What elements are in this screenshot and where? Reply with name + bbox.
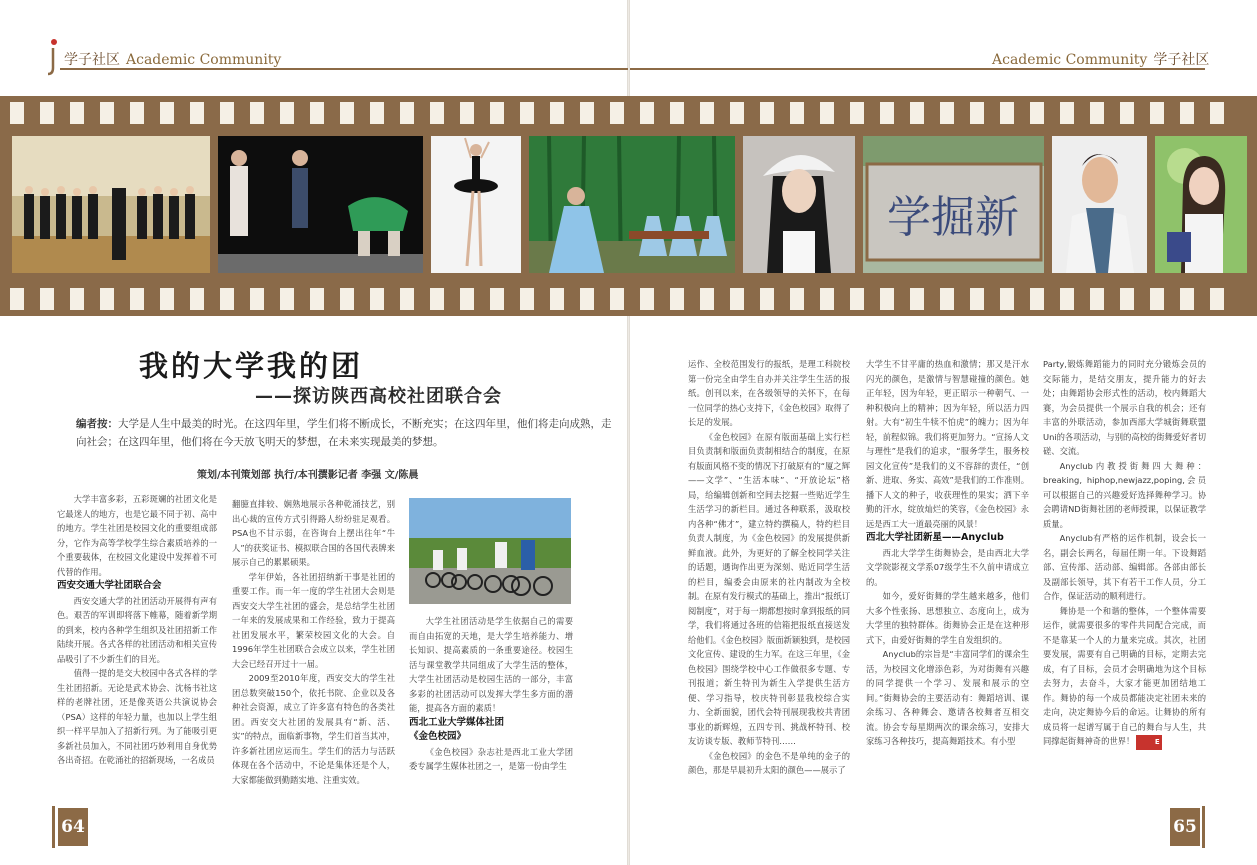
- choir-photo: [12, 136, 210, 273]
- filmstrip-banner: [0, 96, 1257, 316]
- column-5: [866, 357, 1029, 749]
- header-rule-left: [60, 68, 628, 70]
- perforation-row-bottom: [0, 288, 1257, 310]
- header-right-en: Academic Community: [992, 52, 1148, 68]
- page-number-right: 65: [1170, 808, 1200, 846]
- paragraph: 学年伊始，各社团招纳新干事是社团的重要工作。而一年一度的学生社团大会则是西安交大学生社团的盛会，是总结学生社团一年来的发展成果和工作经验，致力于提高社团发展水平，繁荣校园文化的大会。自1996年学生社团联合会成立以来，学生社团大会已经召开过十一届。: [232, 571, 395, 669]
- paragraph: 2009至2010年度，西安交大的学生社团总数突破150个，依托书院、企业以及各种社会资源，成立了许多富有特色的各类社团。西安交大社团的发展具有“新、活、实”的特点，面临新事物，学生们首当其冲，许多新社团应运而生。学生们的活力与活跃体现在各个活动中，不论是集体还是个人，大家都能做到勤踏实地、注重实效。: [232, 673, 395, 785]
- paragraph: 翻臆直排较、娴熟地展示各种乾涌技艺，别出心裁的宣传方式引得路人纷纷驻足观看。PSA也不甘示弱，在咨询台上摆出往年“牛人”的获奖证书、模拟联合国的各国代表牌来展示自己的累累硕果。: [232, 499, 395, 567]
- paragraph: 舞协是一个和谐的整体，一个整体需要运作，就需要很多的零件共同配合完成，而不是靠某一个人的力量来完成。其次，社团要发展，需要有自己明确的目标，定期去完成，有了目标，会员才会明确地为这个目标去努力，去奋斗，大家才能更加团结地工作。舞协的每一个成员都能决定社团未来的走向，决定舞协今后的命运。让舞协的所有成员将一起谱写属于自己的舞台与人生，共同撑起街舞神奇的世界！ E: [1043, 604, 1206, 750]
- column-6: [1043, 357, 1206, 750]
- paragraph: 《金色校园》在原有版面基础上实行栏目负责制和版面负责制相结合的制度，在原有版面风格不变的情况下打破原有的“厦之辉——文学”、“生活本味”、“开放论坛”格局，给编辑创新和空间去挖掘一些贴近学生生活学习的新栏目。通过各种联系，汲取校内各种“佛才”，建立特约撰稿人，特约栏目负责人制度，为《金色校园》的发展提供新鲜血液。此外，为更好的了解全校同学关注的话题，遇询作出更为深刻、贴近同学生活的栏目，编委会由原来的社内制改为全校制。在原有发行模式的基础上，推出“报纸订阅制度”，对于每一期都想按时拿到报纸的同学，我们将通过各班的信箱把报纸直接送发给他们。《金色校园》版面新颖独到，是校园文化宣传、建设的生力军。在这三年里，《金色校园》围绕学校中心工作做很多专题、专刊报道；新生特刊为新生入学提供生活方便、学习指导，校庆特刊彰显我校综合实力、全新面貌，团代会特刊展现我校共青团事业的新辉煌，五四专刊、挑战杯特刊、校友访谈专版、教师节特刊……: [688, 431, 850, 746]
- flute-performance-photo: [529, 136, 735, 273]
- paragraph: Party,锻炼舞蹈能力的同时充分锻炼会员的交际能力，是结交朋友，提升能力的好去处；由舞蹈协会形式性的活动，校内舞蹈大赛，为会员提供一个展示自我的机会；还有丰富的外联活动，参加西部大学城街舞联盟Uni的各项活动，与别的高校的街舞爱好者切磋、交流。: [1043, 359, 1206, 456]
- header-left: [64, 49, 281, 69]
- paragraph: 如今，爱好街舞的学生越来越多，他们大多个性张扬、思想独立、态度向上，成为大学里的独特群体。街舞协会正是在这种形式下，由爱好街舞的学生自发组织的。: [866, 591, 1029, 645]
- paragraph: Anyclub有严格的运作机制，设会长一名，副会长两名，每届任期一年。下设舞蹈部、宣传部、活动部、编辑部。各部由部长及副部长领导，其下有若干工作人员，分工合作，保证活动的顺利进行。: [1043, 533, 1206, 601]
- header-right: [992, 49, 1209, 69]
- column-2: [232, 497, 395, 787]
- section-heading: 《金色校园》: [409, 731, 467, 742]
- end-mark-icon: E: [1136, 735, 1161, 750]
- paragraph: 大学丰富多彩，五彩斑斓的社团文化是它最迷人的地方，也是它最不同于初、高中的地方。学生社团是校园文化的重要组成部分，它作为高等学校学生综合素质培养的一个重要载体，在校园文化建设中发挥着不可代替的作用。: [57, 494, 217, 577]
- section-heading: 西北工业大学媒体社团: [409, 716, 505, 728]
- paragraph: Anyclub内教授街舞四大舞种：breaking, hiphop,newjazz,poping,会员可以根据自己的兴趣爱好选择舞种学习。协会聘请ND街舞社团的老师授课，以保证教学质量。: [1043, 460, 1206, 529]
- editor-note-label: 编者按：: [76, 418, 118, 430]
- page-number-left: 64: [58, 808, 88, 846]
- paragraph: 西北大学学生街舞协会，是由西北大学文学院影视文学系07级学生不久前申请成立的。: [866, 547, 1029, 587]
- column-1: [57, 492, 217, 768]
- column-3: [409, 614, 573, 774]
- header-rule-right: [630, 68, 1205, 70]
- paragraph: 《金色校园》杂志社是西北工业大学团委专属学生媒体社团之一，是第一份由学生: [409, 746, 573, 771]
- portrait-scarf-photo: [1052, 136, 1147, 273]
- section-logo-icon: [47, 38, 59, 78]
- ballet-photo: [431, 136, 521, 273]
- header-right-cn: 学子社区: [1153, 52, 1210, 68]
- section-heading: 西安交通大学社团联合会: [57, 580, 162, 591]
- paragraph: 大学生社团活动是学生依据自己的需要而自由拓宽的天地，是大学生培养能力、增长知识、提高素质的一条重要途径。校园生活与课堂教学共同组成了大学生活的整体，大学生社团活动是校园生活的一部分，丰富多彩的社团活动可以发挥大学生多方面的潜能，提高各方面的素质！: [409, 616, 573, 713]
- editor-note-text: 大学是人生中最美的时光。在这四年里，学生们将不断成长，不断充实；在这四年里，他们将走向成熟，走向社会；在这四年里，他们将在今天放飞明天的梦想，在未来实现最美的梦想。: [76, 418, 612, 448]
- header-left-en: Academic Community: [126, 52, 282, 68]
- editor-note: [76, 415, 616, 451]
- perforation-row-top: [0, 102, 1257, 124]
- paragraph: 《金色校园》的金色不是单纯的金子的颜色，那是早晨初升太阳的颜色——展示了: [688, 750, 850, 775]
- article-byline: 策划/本刊策划部 执行/本刊撰影记者 李强 文/陈晨: [197, 470, 419, 481]
- paragraph: Anyclub的宗旨是“丰富同学们的课余生活，为校园文化增添色彩，为对街舞有兴趣的同学提供一个学习、发展和展示的空间。”街舞协会的主要活动有：舞蹈培训、课余练习、各种舞会、邀请各校舞者互相交流。协会专每星期两次的课余练习，安排大家练习各种技巧，提高舞蹈技术。有小型: [866, 649, 1029, 746]
- article-subtitle: ——探访陕西高校社团联合会: [255, 386, 502, 407]
- column-4: [688, 357, 850, 778]
- page-number-bracket-right: [1202, 806, 1205, 848]
- paragraph: 大学生不甘平庸的热血和激情；那又是汗水闪光的颜色，是激情与智慧碰撞的颜色。她正年轻，因为年轻，更正昭示一种朝气、一种积极向上的精神；因为年轻，所以活力四射。大有“初生牛犊不怕虎”的魄力；因为年轻，前程似锦。我们将更加努力。“宣扬人文与理性”是我们的追求，“服务学生，服务校园文化宣传”是我们的义不容辞的责任，“创新、进取、务实、高效”是我们的工作准则。播下人文的种子，收获理性的果实；洒下辛勤的汗水，绽放灿烂的笑容，《金色校园》永远是西工大一道最亮丽的风景！: [866, 359, 1029, 529]
- dance-performance-photo: [218, 136, 423, 273]
- portrait-book-photo: [1155, 136, 1247, 273]
- calligraphy-sign-photo: [863, 136, 1044, 273]
- portrait-hat-photo: [743, 136, 855, 273]
- section-heading: 西北大学社团新星——Anyclub: [866, 532, 1004, 543]
- page-number-bracket-left: [52, 806, 55, 848]
- header-left-cn: 学子社区: [64, 52, 120, 68]
- paragraph: 西安交通大学的社团活动开展得有声有色。艰苦的军训即将落下帷幕，随着新学期的到来，校内各种学生组织及社团招新工作陆续开展。各式各样的社团活动和相关宣传品吸引了不少新生们的目光。: [57, 595, 217, 664]
- svg-text:学掘新: 学掘新: [887, 192, 1019, 243]
- paragraph: 运作、全校范围发行的报纸，是理工科院校第一份完全由学生自办并关注学生生活的报纸。创刊以来，在各级领导的关怀下，在每一位同学的热心支持下，《金色校园》取得了长足的发展。: [688, 359, 850, 427]
- paragraph: 值得一提的是交大校园中各式各样的学生社团招新。无论是武术协会、沈杨书社这样的老牌社团，还是像英语公共演说协会（PSA）这样的年轻力量，也加以上学生组织一样平早加入了招新行列。为了能吸引更多新社员加入，不同社团巧妙利用自身优势各出奇招。在乾涌社的招新现场，一名成员: [57, 668, 217, 765]
- cycling-group-photo: [409, 498, 571, 604]
- article-title: 我的大学我的团: [139, 349, 364, 383]
